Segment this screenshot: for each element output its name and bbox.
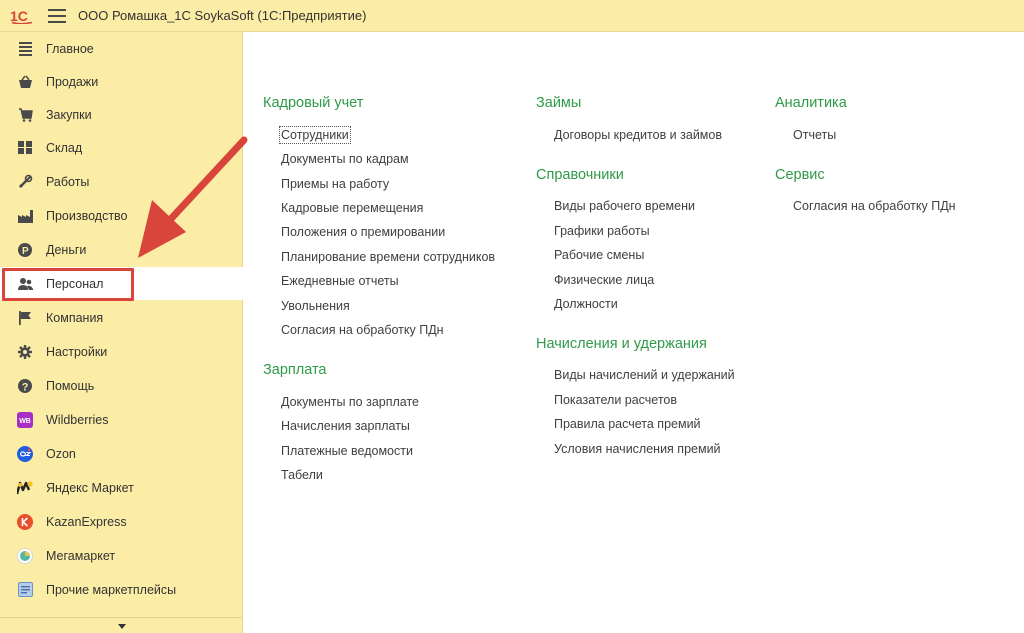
tools-icon	[17, 174, 33, 190]
link-service-pd-consents[interactable]: Согласия на обработку ПДн	[793, 199, 956, 213]
gear-icon	[17, 344, 33, 360]
sidebar-item-main[interactable]	[0, 32, 243, 65]
sidebar-item-label: Закупки	[46, 107, 92, 122]
section-title-hr: Кадровый учет	[263, 95, 364, 111]
wildberries-badge: WB	[19, 417, 31, 425]
svg-text:?: ?	[21, 380, 29, 393]
other-marketplaces-icon	[17, 582, 33, 598]
section-title-analytics: Аналитика	[775, 95, 847, 111]
warehouse-grid-icon	[17, 140, 33, 156]
sidebar-item-label: Помощь	[46, 378, 95, 393]
link-dismissals[interactable]: Увольнения	[281, 299, 350, 313]
section-title-reference: Справочники	[536, 167, 624, 183]
link-work-time-types[interactable]: Виды рабочего времени	[554, 199, 695, 213]
sidebar-item-label: Главное	[46, 41, 94, 56]
1c-logo-icon	[10, 7, 40, 25]
link-accrual-types[interactable]: Виды начислений и удержаний	[554, 368, 735, 382]
link-positions[interactable]: Должности	[554, 297, 618, 311]
sidebar-item-other-marketplaces[interactable]	[0, 573, 243, 606]
sidebar-item-works[interactable]	[0, 165, 243, 198]
factory-icon	[17, 208, 33, 224]
link-pd-consents[interactable]: Согласия на обработку ПДн	[281, 323, 444, 337]
sidebar-item-wildberries[interactable]	[0, 403, 243, 436]
sidebar-item-label: Яндекс Маркет	[46, 480, 134, 495]
link-bonus-rules[interactable]: Правила расчета премий	[554, 417, 701, 431]
sidebar-item-label: KazanExpress	[46, 514, 127, 529]
sidebar-item-production[interactable]	[0, 199, 243, 232]
link-reports[interactable]: Отчеты	[793, 128, 837, 142]
sidebar-item-personnel[interactable]	[0, 267, 243, 300]
link-daily-reports[interactable]: Ежедневные отчеты	[281, 274, 399, 288]
link-time-planning[interactable]: Планирование времени сотрудников	[281, 250, 496, 264]
sidebar-scroll-down[interactable]	[0, 617, 243, 633]
sidebar-item-sales[interactable]	[0, 65, 243, 98]
svg-text:P: P	[22, 245, 29, 257]
sidebar-item-purchases[interactable]	[0, 98, 243, 131]
coin-icon	[17, 242, 33, 258]
sidebar-item-help[interactable]	[0, 369, 243, 402]
sidebar-item-warehouse[interactable]	[0, 131, 243, 164]
hamburger-menu-icon[interactable]	[48, 9, 66, 23]
link-calc-indicators[interactable]: Показатели расчетов	[554, 393, 678, 407]
section-title-service: Сервис	[775, 167, 825, 183]
cart-icon	[17, 107, 33, 123]
section-title-loans: Займы	[536, 95, 582, 111]
main-panel	[244, 32, 1024, 633]
sidebar-item-label: Мегамаркет	[46, 548, 116, 563]
sidebar-item-kazanexpress[interactable]	[0, 505, 243, 538]
people-icon	[17, 276, 33, 292]
link-payroll-accruals[interactable]: Начисления зарплаты	[281, 419, 410, 433]
sidebar-item-label: Склад	[46, 140, 83, 155]
link-work-shifts[interactable]: Рабочие смены	[554, 248, 645, 262]
megamarket-icon	[17, 548, 33, 564]
sidebar-item-label: Настройки	[46, 344, 108, 359]
sidebar-item-money[interactable]	[0, 233, 243, 266]
link-employees[interactable]: Сотрудники	[281, 128, 349, 142]
sidebar-item-label: Ozon	[46, 446, 76, 461]
link-individuals[interactable]: Физические лица	[554, 273, 655, 287]
link-work-schedules[interactable]: Графики работы	[554, 224, 650, 238]
wildberries-icon	[17, 412, 33, 428]
link-bonus-regulations[interactable]: Положения о премировании	[281, 225, 446, 239]
chevron-down-icon	[118, 624, 126, 629]
sidebar-item-yandex-market[interactable]	[0, 471, 243, 504]
link-pay-sheets[interactable]: Платежные ведомости	[281, 444, 413, 458]
sidebar-item-label: Деньги	[46, 242, 87, 257]
sidebar-item-label: Компания	[46, 310, 104, 325]
link-transfers[interactable]: Кадровые перемещения	[281, 201, 424, 215]
flag-icon	[17, 310, 33, 326]
section-title-salary: Зарплата	[263, 362, 327, 378]
menu-lines-icon	[17, 41, 33, 57]
sidebar-item-company[interactable]	[0, 301, 243, 334]
section-title-accruals: Начисления и удержания	[536, 336, 707, 352]
sidebar-item-settings[interactable]	[0, 335, 243, 368]
sidebar-item-label: Работы	[46, 174, 90, 189]
sidebar-item-label: Продажи	[46, 74, 99, 89]
help-icon	[17, 378, 33, 394]
link-salary-documents[interactable]: Документы по зарплате	[281, 395, 420, 409]
sidebar-item-ozon[interactable]	[0, 437, 243, 470]
sidebar	[0, 32, 243, 633]
app-title: ООО Ромашка_1С SoykaSoft (1С:Предприятие)	[78, 8, 367, 23]
sidebar-item-label: Wildberries	[46, 412, 109, 427]
sidebar-item-label: Производство	[46, 208, 128, 223]
link-hr-documents[interactable]: Документы по кадрам	[281, 152, 409, 166]
sidebar-item-label: Персонал	[46, 276, 104, 291]
basket-icon	[17, 74, 33, 90]
link-loan-agreements[interactable]: Договоры кредитов и займов	[554, 128, 722, 142]
ozon-icon	[17, 446, 33, 462]
sidebar-item-label: Прочие маркетплейсы	[46, 582, 177, 597]
yandex-market-icon	[17, 480, 33, 496]
title-bar	[0, 0, 1024, 32]
kazanexpress-icon	[17, 514, 33, 530]
link-timesheets[interactable]: Табели	[281, 468, 323, 482]
svg-text:1С: 1С	[10, 7, 28, 24]
link-bonus-conditions[interactable]: Условия начисления премий	[554, 442, 721, 456]
sidebar-item-megamarket[interactable]	[0, 539, 243, 572]
link-hirings[interactable]: Приемы на работу	[281, 177, 390, 191]
